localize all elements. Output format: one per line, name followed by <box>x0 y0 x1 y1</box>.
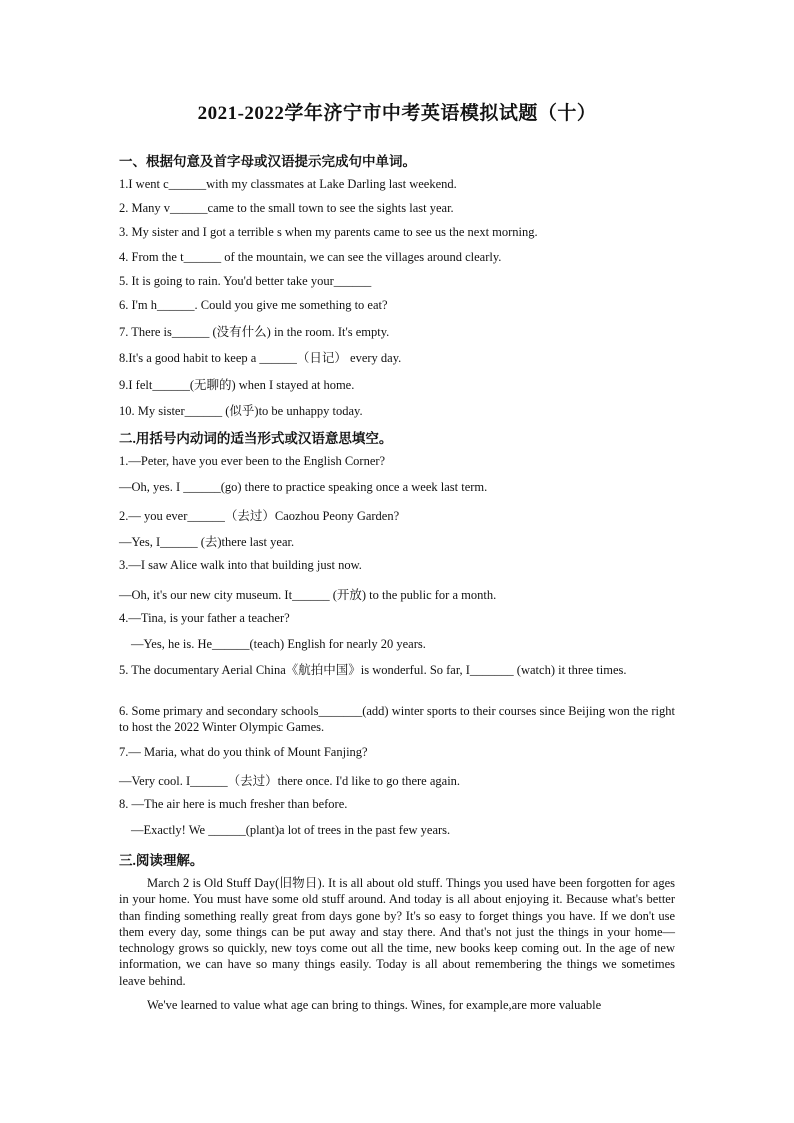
s2-line-3: 2.— you ever______（去过）Caozhou Peony Garden? <box>119 509 400 523</box>
reading-paragraph-1: March 2 is Old Stuff Day(旧物日). It is all about old stuff. Things you used have been forgotten for ages in your home. You must have some old stuff around. And today is all about enjoying it. Because what's better than finding something really great from days gone by? It's so easy to forget things you have. If we don't use them every day, some things can be put away and stay there. And that's not just the things in your home— technology grows so quickly, new toys come out all the time, new books keep coming out. In the age of new information, we can have so many things easily. Today is all about remembering the things we sometimes leave behind. <box>119 876 675 988</box>
s2-line-9: 5. The documentary Aerial China《航拍中国》is wonderful. So far, I_______ (watch) it three times. <box>119 663 627 677</box>
s1-item-4: 4. From the t______ of the mountain, we can see the villages around clearly. <box>119 250 502 264</box>
reading-paragraph-2: We've learned to value what age can bring to things. Wines, for example,are more valuable <box>147 998 602 1012</box>
s2-line-6: —Oh, it's our new city museum. It______ (开放) to the public for a month. <box>119 588 497 602</box>
section-2-heading: 二.用括号内动词的适当形式或汉语意思填空。 <box>119 431 393 446</box>
s1-item-6: 6. I'm h______. Could you give me something to eat? <box>119 298 388 312</box>
s1-item-2: 2. Many v______came to the small town to see the sights last year. <box>119 201 454 215</box>
section-1-heading: 一、根据句意及首字母或汉语提示完成句中单词。 <box>119 154 416 169</box>
s1-item-8: 8.It's a good habit to keep a ______（日记） every day. <box>119 351 402 365</box>
s2-line-5: 3.—I saw Alice walk into that building just now. <box>119 558 362 572</box>
s2-line-8: —Yes, he is. He______(teach) English for nearly 20 years. <box>131 637 426 651</box>
s2-line-12: —Very cool. I______（去过）there once. I'd like to go there again. <box>119 774 461 788</box>
s1-item-3: 3. My sister and I got a terrible s when my parents came to see us the next morning. <box>119 225 538 239</box>
s2-line-13: 8. —The air here is much fresher than before. <box>119 797 348 811</box>
page-title: 2021-2022学年济宁市中考英语模拟试题（十） <box>197 103 597 124</box>
s1-item-1: 1.I went c______with my classmates at Lake Darling last weekend. <box>119 177 457 191</box>
section-3-heading: 三.阅读理解。 <box>119 853 204 868</box>
s2-line-14: —Exactly! We ______(plant)a lot of trees in the past few years. <box>131 823 451 837</box>
s2-line-2: —Oh, yes. I ______(go) there to practice speaking once a week last term. <box>119 480 488 494</box>
s1-item-5: 5. It is going to rain. You'd better take your______ <box>119 274 372 288</box>
s1-item-7: 7. There is______ (没有什么) in the room. It's empty. <box>119 325 390 339</box>
s2-line-7: 4.—Tina, is your father a teacher? <box>119 611 290 625</box>
s1-item-9: 9.I felt______(无聊的) when I stayed at home. <box>119 378 355 392</box>
s2-line-4: —Yes, I______ (去)there last year. <box>119 535 295 549</box>
s2-line-10: 6. Some primary and secondary schools_______(add) winter sports to their courses since Beijing won the right to host the 2022 Winter Olympic Games. <box>119 704 675 734</box>
s2-line-11: 7.— Maria, what do you think of Mount Fanjing? <box>119 745 368 759</box>
s2-line-1: 1.—Peter, have you ever been to the English Corner? <box>119 454 386 468</box>
s1-item-10: 10. My sister______ (似乎)to be unhappy today. <box>119 404 363 418</box>
